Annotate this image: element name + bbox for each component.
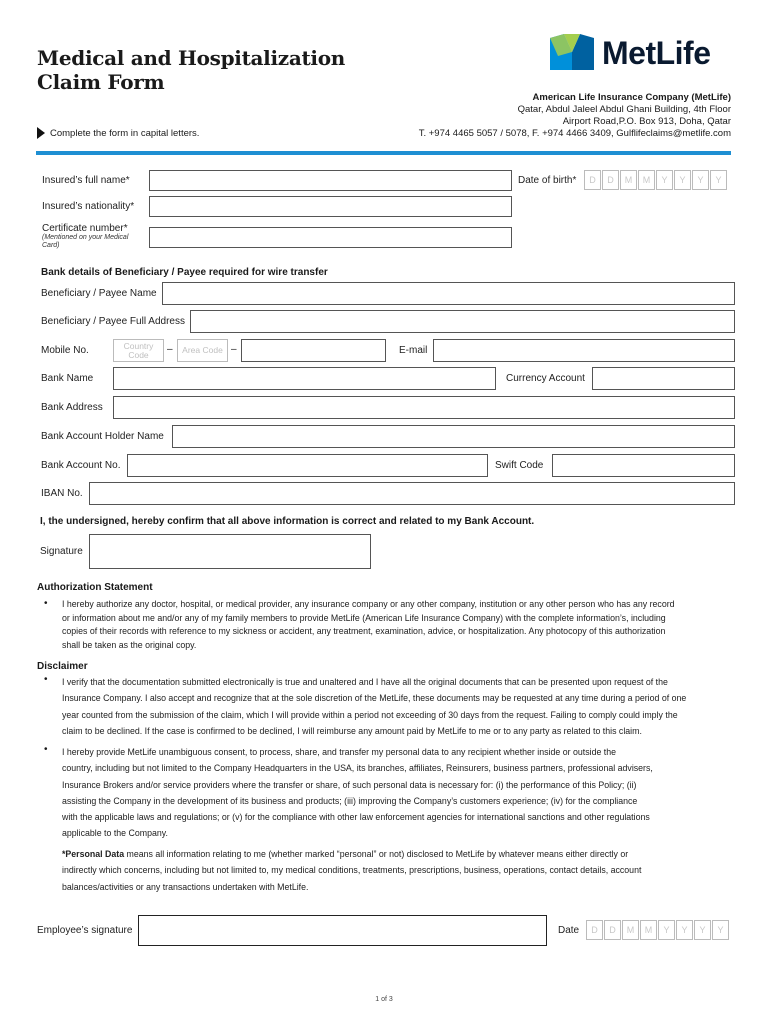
company-address: American Life Insurance Company (MetLife) Qatar, Abdul Jaleel Abdul Ghani Building, 4th Floor Airport Road,P.O. Box 913, Doha, Qatar T. +974 4465 5057 / 5078, F. +974 4466 3409, Gulflifeclaims@metlife.com <box>418 92 731 139</box>
bank-heading: Bank details of Beneficiary / Payee required for wire transfer <box>41 267 328 278</box>
certificate-input[interactable] <box>149 227 512 248</box>
dash-separator: – <box>167 344 173 355</box>
date-digit[interactable]: Y <box>694 920 711 940</box>
dob-digit[interactable]: D <box>584 170 601 190</box>
date-digit[interactable]: M <box>640 920 657 940</box>
employee-signature-input[interactable] <box>138 915 547 946</box>
date-digit[interactable]: M <box>622 920 639 940</box>
dob-digit[interactable]: D <box>602 170 619 190</box>
holder-label: Bank Account Holder Name <box>41 431 164 442</box>
signature-input[interactable] <box>89 534 371 569</box>
insured-full-name-label: Insured’s full name* <box>42 175 130 186</box>
area-code-input[interactable]: Area Code <box>177 339 228 362</box>
authorization-paragraph: • I hereby authorize any doctor, hospital, or medical provider, any insurance company or any other company, institution or any other person who has any record or information about me and/or any of my family members to provide MetLife (American Life Insurance Company) with the complete information’s, including copies of their records with reference to my sickness or accident, any treatment, examination, advice, or hospitalization. Any photocopy of this authorization shall be taken as the original copy. <box>44 598 675 650</box>
metlife-logo-icon <box>550 34 594 72</box>
nationality-input[interactable] <box>149 196 512 217</box>
currency-input[interactable] <box>592 367 735 390</box>
country-code-input[interactable]: Country Code <box>113 339 164 362</box>
bank-confirmation: I, the undersigned, hereby confirm that all above information is correct and related to my Bank Account. <box>40 516 535 527</box>
employee-date-label: Date <box>558 925 580 936</box>
swift-input[interactable] <box>552 454 735 477</box>
certificate-label: Certificate number* <box>42 223 128 234</box>
dob-digit[interactable]: Y <box>674 170 691 190</box>
employee-date-input[interactable] <box>586 920 729 940</box>
bank-name-label: Bank Name <box>41 373 94 384</box>
dob-digit[interactable]: Y <box>692 170 709 190</box>
dob-input[interactable] <box>584 170 727 190</box>
personal-data-definition: *Personal Data means all information relating to me (whether marked “personal” or not) disclosed to MetLife by whatever means either directly or indirectly which concerns, including but not limited to, my medical conditions, treatments, prescriptions, business, operations, contact details, account balances/activities or any transactions undertaken with MetLife. <box>62 849 642 892</box>
form-instruction: Complete the form in capital letters. <box>37 127 199 139</box>
bank-address-input[interactable] <box>113 396 735 419</box>
payee-name-input[interactable] <box>162 282 735 305</box>
disclaimer-paragraph-2: • I hereby provide MetLife unambiguous consent, to process, share, and transfer my personal data to any recipient whether inside or outside the country, including but not limited to the Company Headquarters in the USA, its branches, affiliates, Reinsurers, business partners, professional advisers, Insurance Brokers and/or service providers where the transfer or share, of such personal data is necessary for: (i) the performance of this Policy; (ii) assisting the Company in the development of its business and products; (iii) improving the Company’s customers experience; (iv) for the compliance with the applicable laws and regulations; or (v) for the compliance with other law enforcement agencies for international sanctions and other regulations applicable to the Company. <box>44 744 653 839</box>
play-arrow-icon <box>37 127 45 139</box>
insured-full-name-input[interactable] <box>149 170 512 191</box>
dob-digit[interactable]: M <box>620 170 637 190</box>
nationality-label: Insured’s nationality* <box>42 201 135 212</box>
disclaimer-paragraph-1: • I verify that the documentation submitted electronically is true and unaltered and I have all the original documents that can be presented upon request of the Insurance Company. I also accept and recognize that at the sole discretion of the MetLife, these documents may be requested at any time during a period of one year counted from the submission of the claim, which I will provide within a period not exceeding of 30 days from the request. Failing to comply could imply the claim to be declined. If the case is confirmed to be declined, I will reimburse any amount paid by MetLife to me or to any party as related to this claim. <box>44 674 687 736</box>
iban-label: IBAN No. <box>41 488 83 499</box>
authorization-heading: Authorization Statement <box>37 582 153 593</box>
email-input[interactable] <box>433 339 735 362</box>
date-digit[interactable]: Y <box>676 920 693 940</box>
dob-digit[interactable]: Y <box>656 170 673 190</box>
payee-address-label: Beneficiary / Payee Full Address <box>41 316 185 327</box>
holder-input[interactable] <box>172 425 735 448</box>
bullet: • <box>44 674 48 685</box>
mobile-number-input[interactable] <box>241 339 386 362</box>
currency-label: Currency Account <box>506 373 585 384</box>
employee-signature-label: Employee’s signature <box>37 925 133 936</box>
dob-label: Date of birth* <box>518 175 577 186</box>
logo-wordmark: MetLife <box>602 35 711 71</box>
email-label: E-mail <box>399 345 428 356</box>
payee-name-label: Beneficiary / Payee Name <box>41 288 157 299</box>
date-digit[interactable]: D <box>586 920 603 940</box>
date-digit[interactable]: Y <box>658 920 675 940</box>
dash-separator: – <box>231 344 237 355</box>
dob-digit[interactable]: Y <box>710 170 727 190</box>
certificate-sublabel: (Mentioned on your Medical <box>42 234 129 241</box>
mobile-label: Mobile No. <box>41 345 89 356</box>
bullet: • <box>44 744 48 755</box>
signature-label: Signature <box>40 546 83 557</box>
bank-address-label: Bank Address <box>41 402 103 413</box>
header-divider <box>36 151 731 155</box>
account-no-input[interactable] <box>127 454 488 477</box>
certificate-label-group <box>42 223 128 250</box>
page-title: Medical and Hospitalization Claim Form <box>37 46 345 94</box>
bank-name-input[interactable] <box>113 367 496 390</box>
bullet: • <box>44 598 48 609</box>
iban-input[interactable] <box>89 482 735 505</box>
metlife-logo <box>550 34 735 72</box>
disclaimer-heading: Disclaimer <box>37 661 88 672</box>
page-number: 1 of 3 <box>375 996 393 1003</box>
date-digit[interactable]: D <box>604 920 621 940</box>
payee-address-input[interactable] <box>190 310 735 333</box>
dob-digit[interactable]: M <box>638 170 655 190</box>
swift-label: Swift Code <box>495 460 544 471</box>
account-no-label: Bank Account No. <box>41 460 121 471</box>
certificate-sublabel: Card) <box>42 242 60 249</box>
date-digit[interactable]: Y <box>712 920 729 940</box>
